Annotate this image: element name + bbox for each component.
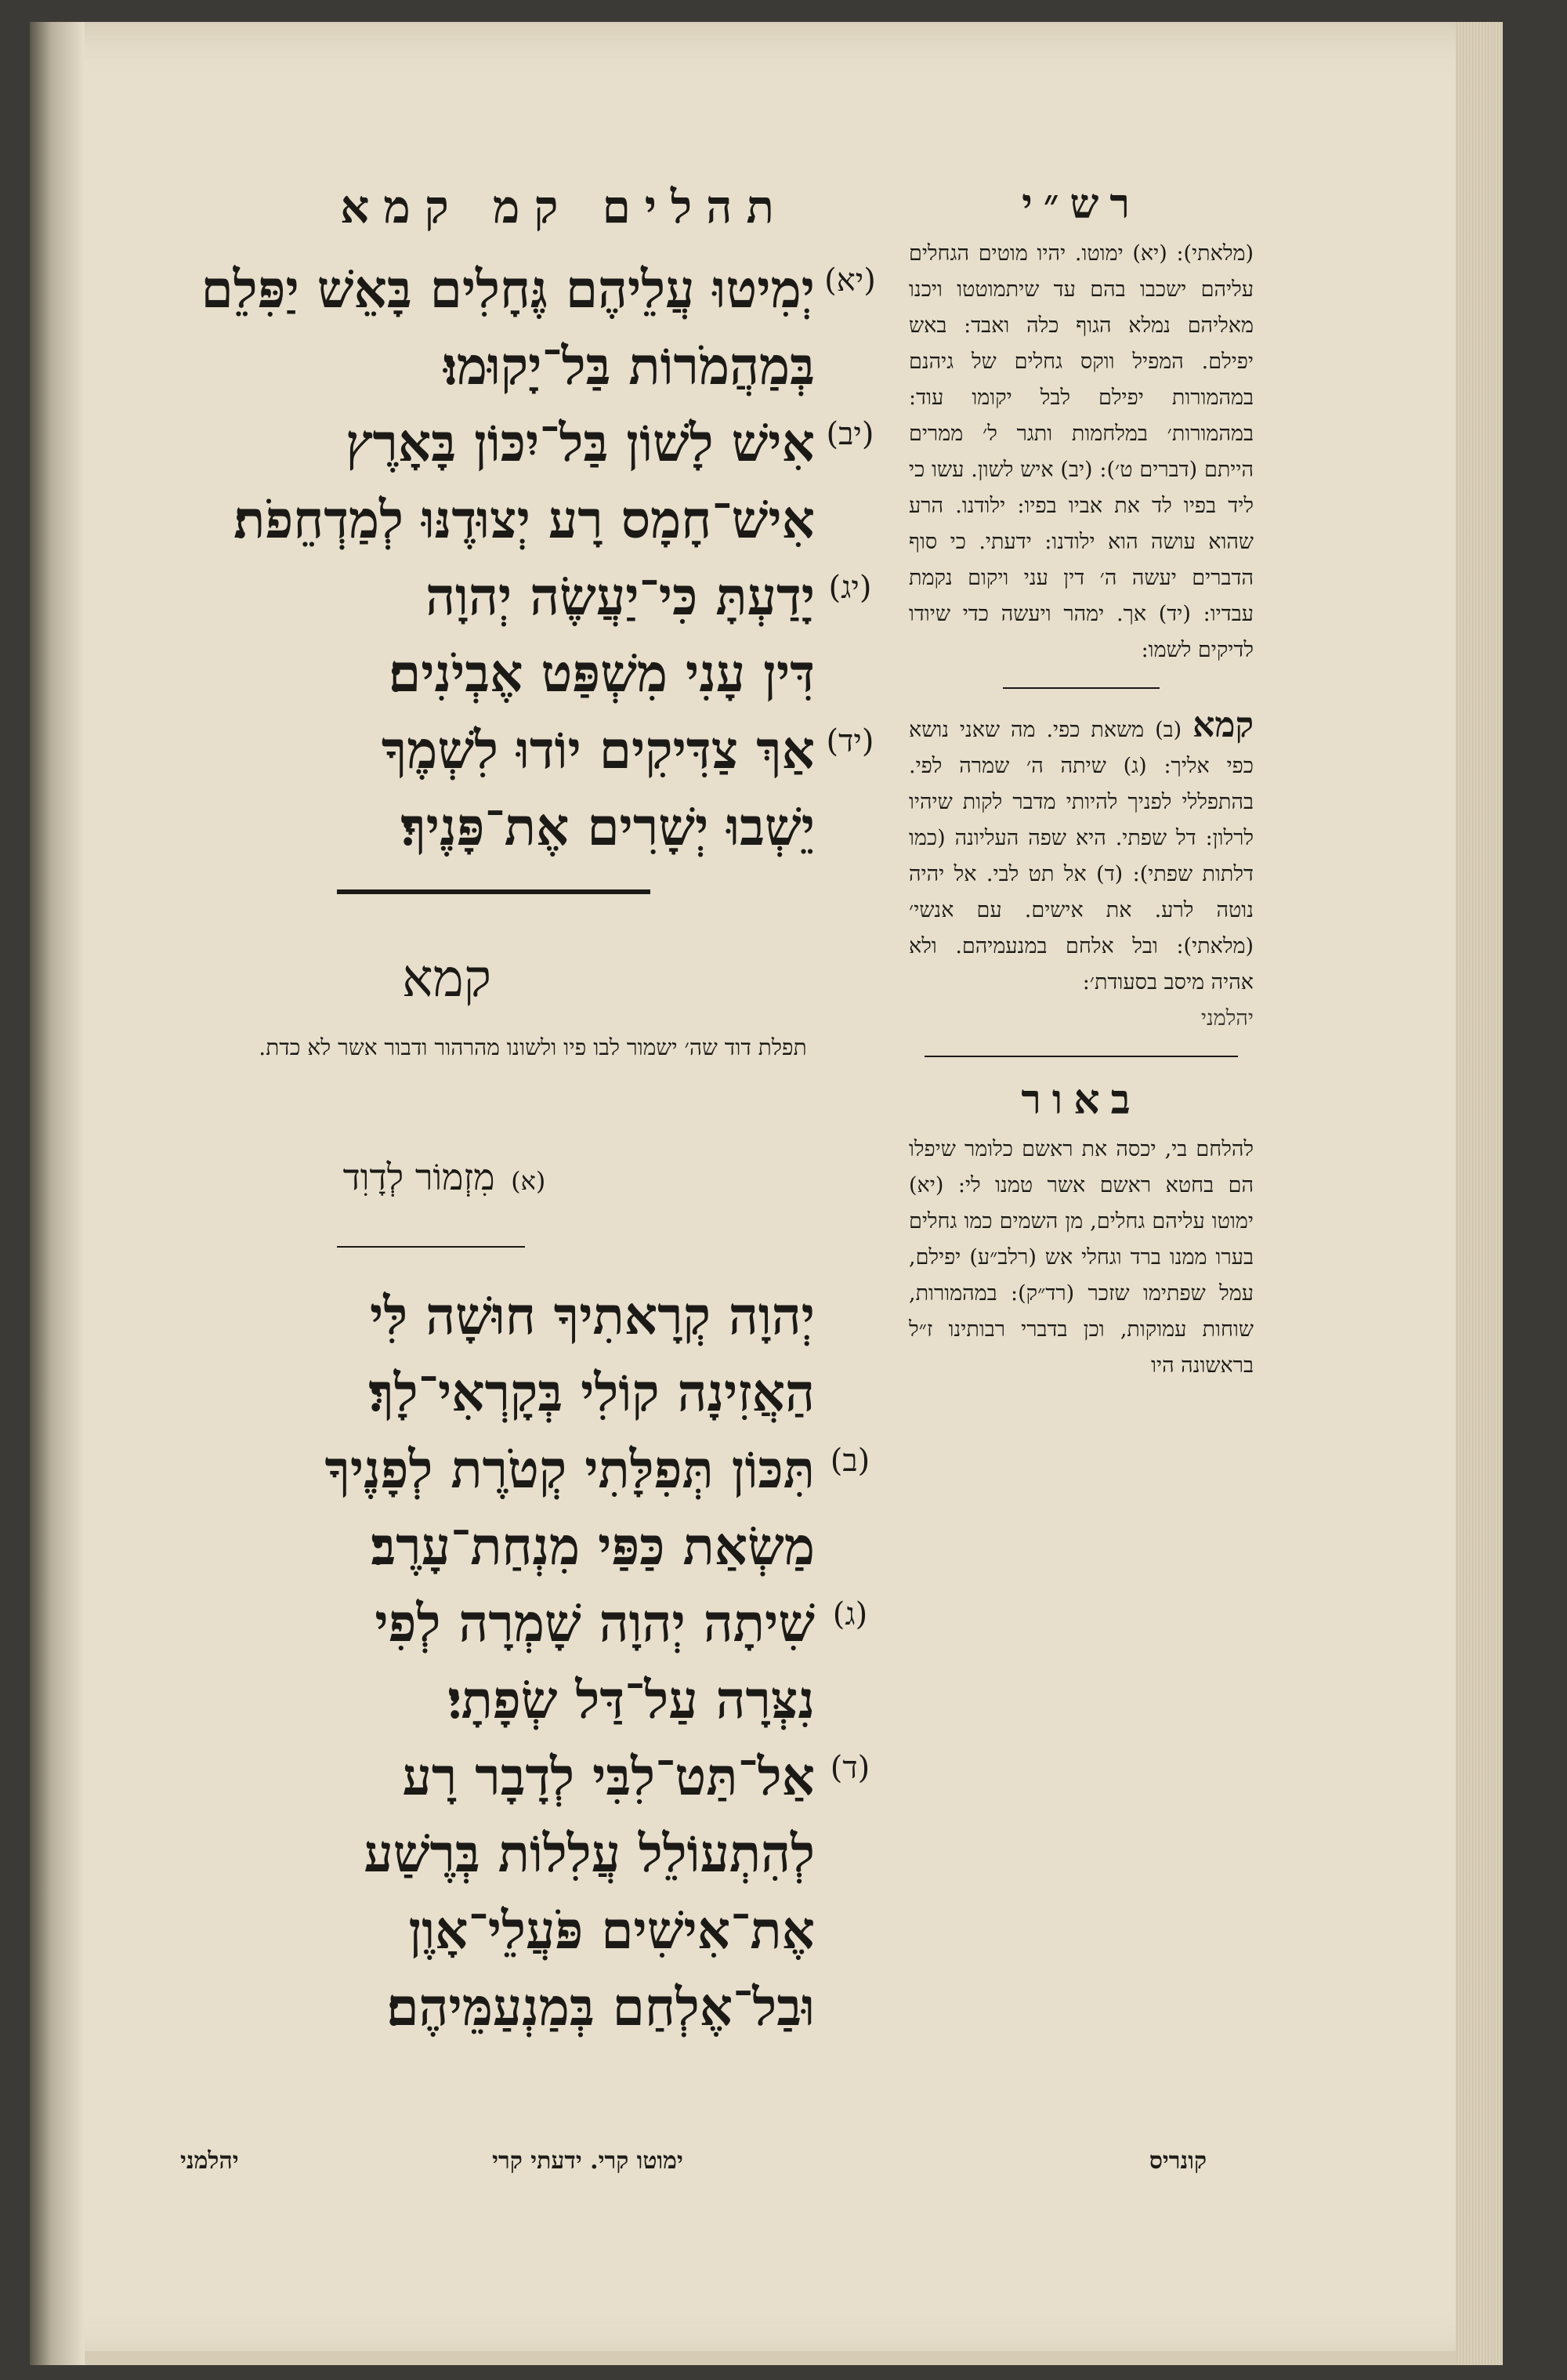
verse <box>180 1738 885 2045</box>
verse-line: בְּמַהֲמֹרוֹת בַּל־יָקוּמוּ׃ <box>443 335 815 397</box>
psalm-number: קמא <box>401 948 492 1009</box>
rashi-commentary-141-block <box>909 705 1254 1037</box>
verse-number: (ד) <box>830 1750 870 1786</box>
verse-number: (יג) <box>828 570 872 606</box>
verse-line: אִישׁ לָשׁוֹן בַּל־יִכּוֹן בָּאָרֶץ <box>346 412 815 473</box>
verse-number: (יב) <box>826 416 874 452</box>
verse-line: אֶת־אִישִׁים פֹּעֲלֵי־אָוֶן <box>408 1900 815 1961</box>
rashi-psalm-number: קמא <box>1192 705 1254 745</box>
verse-number: (ג) <box>832 1596 868 1632</box>
psalm-heading <box>180 1156 713 1198</box>
running-head: תהלים קמ קמא <box>340 180 788 234</box>
verse <box>180 404 885 558</box>
psalm-heading-text: מִזְמוֹר לְדָוִד <box>342 1156 495 1198</box>
verse <box>180 1277 885 1431</box>
commentary-divider <box>1003 687 1160 689</box>
beur-commentary: להלחם בי, יכסה את ראשם כלומר שיפלו הם בחטא ראשם אשר טמנו לי: (יא) ימוטו עליהם גחלים, מן השמים כמו גחלים בערו ממנו ברד וגחלי אש (רלב״ע) יפילם, עמל שפתימו שזכר (רד״ק): במהמורות, שוחות עמוקות, וכן בדברי רבותינו ז״ל בראשונה היו <box>909 1137 1254 1378</box>
verse-line: וּבַל־אֶלְחַם בְּמַנְעַמֵּיהֶם׃ <box>386 1976 815 2038</box>
verse <box>180 558 885 712</box>
rashi-commentary-141: (ב) משאת כפי. מה שאני נושא כפי אליך: (ג) שיתה ה׳ שמרה לפי. בהתפללי לפניך להיותי מדבר לקות שיהיו לרלון: דל שפתי. היא שפה העליונה (כמו דלתות שפתי): (ד) אל תט לבי. אל יהיה נוטה לרע. את אישים. עם אנשי׳ (מלאתי): ובל אלחם במנעמיהם. ולא אהיה מיסב בסעודת׳: <box>909 718 1254 994</box>
verse-line: יְמִיטוּ עֲלֵיהֶם גֶּחָלִים בָּאֵשׁ יַפִּלֵם <box>201 259 815 320</box>
rashi-catch-hint: יהלמני <box>1200 1006 1254 1031</box>
footer-signature: יהלמני <box>180 2147 239 2175</box>
verse-line: יָדַעְתָּ כִּי־יַעֲשֶׂה יְהוָה <box>425 566 815 627</box>
rashi-commentary-140: (מלאתי): (יא) ימוטו. יהיו מוטים הגחלים עליהם ישכבו בהם עד שיתמוטטו ויכנו מאליהם נמלא הגוף כלה ואבד: באש יפילם. המפיל ווקס גחלים של גיהנם במהמורות יפילם לבל יקומו עוד: במהמורות׳ במלחמות ותגר ל׳ ממרים הייתם (דברים ט׳): (יב) איש לשון. עשו כי ליד בפיו לד את אביו בפיו: ילודנו. הרע שהוא עושה הוא ילודנו: ידעתי. כי סוף הדברים יעשה ה׳ דין עני ויקום נקמת עבדיו: (יד) אך. ימהר ויעשה כדי שיודו לדיקים לשמו: <box>909 241 1254 662</box>
verse-line: דִּין עָנִי מִשְׁפַּט אֶבְיֹנִים׃ <box>389 643 815 704</box>
commentary-column <box>909 165 1254 2296</box>
page-gutter <box>30 22 85 2365</box>
verse <box>180 1431 885 1585</box>
verse-line: שִׁיתָה יְהוָה שָׁמְרָה לְפִי <box>375 1592 815 1654</box>
verse <box>180 1585 885 1738</box>
verse-line: אַל־תַּט־לִבִּי לְדָבָר רָע <box>402 1746 815 1807</box>
rashi-title: רש״י <box>1022 180 1141 228</box>
verse-line: אִישׁ־חָמָס רָע יְצוּדֶנּוּ לְמַדְחֵפֹת׃ <box>233 489 815 550</box>
verse-line: אַךְ צַדִּיקִים יוֹדוּ לִשְׁמֶךָ <box>381 719 815 781</box>
verse-number: (יד) <box>826 723 874 759</box>
verse-line: נִצְּרָה עַל־דַּל שְׂפָתָי׃ <box>447 1669 815 1730</box>
verse-number: (ב) <box>830 1443 870 1479</box>
verse-number: (א) <box>511 1166 546 1196</box>
verse <box>180 251 885 404</box>
verse-line: יֵשְׁבוּ יְשָׁרִים אֶת־פָּנֶיךָ׃ <box>400 796 815 857</box>
verse-line: הַאֲזִינָה קוֹלִי בְּקָרְאִי־לָךְ׃ <box>368 1362 815 1423</box>
psalm-superscription: תפלת דוד שה׳ ישמור לבו פיו ולשונו מהרהור ודבור אשר לא כדת. <box>259 1034 807 1060</box>
verse-line: לְהִתְעוֹלֵל עֲלִלוֹת בְּרֶשַׁע <box>364 1823 815 1884</box>
section-divider <box>337 889 650 894</box>
verse-line: יְהוָה קְרָאתִיךָ חוּשָׁה לִּי <box>370 1285 815 1346</box>
page-fore-edge <box>1456 22 1503 2365</box>
heading-divider <box>337 1246 525 1248</box>
verse-line: מַשְׂאַת כַּפַּי מִנְחַת־עָרֶב׃ <box>371 1516 815 1577</box>
verse-number: (יא) <box>824 263 876 299</box>
scripture-column <box>180 165 885 2296</box>
catchword: קונריס <box>1149 2147 1207 2175</box>
verse-line: תִּכּוֹן תְּפִלָּתִי קְטֹרֶת לְפָנֶיךָ <box>324 1439 815 1500</box>
footer-qere-note: ימוטו קרי. ידעתי קרי <box>492 2147 683 2175</box>
beur-title: באור <box>1021 1076 1142 1124</box>
verse-number <box>815 1277 885 1288</box>
commentary-divider <box>925 1056 1238 1057</box>
page-bottom-edge <box>85 2351 1456 2365</box>
verse <box>180 712 885 865</box>
